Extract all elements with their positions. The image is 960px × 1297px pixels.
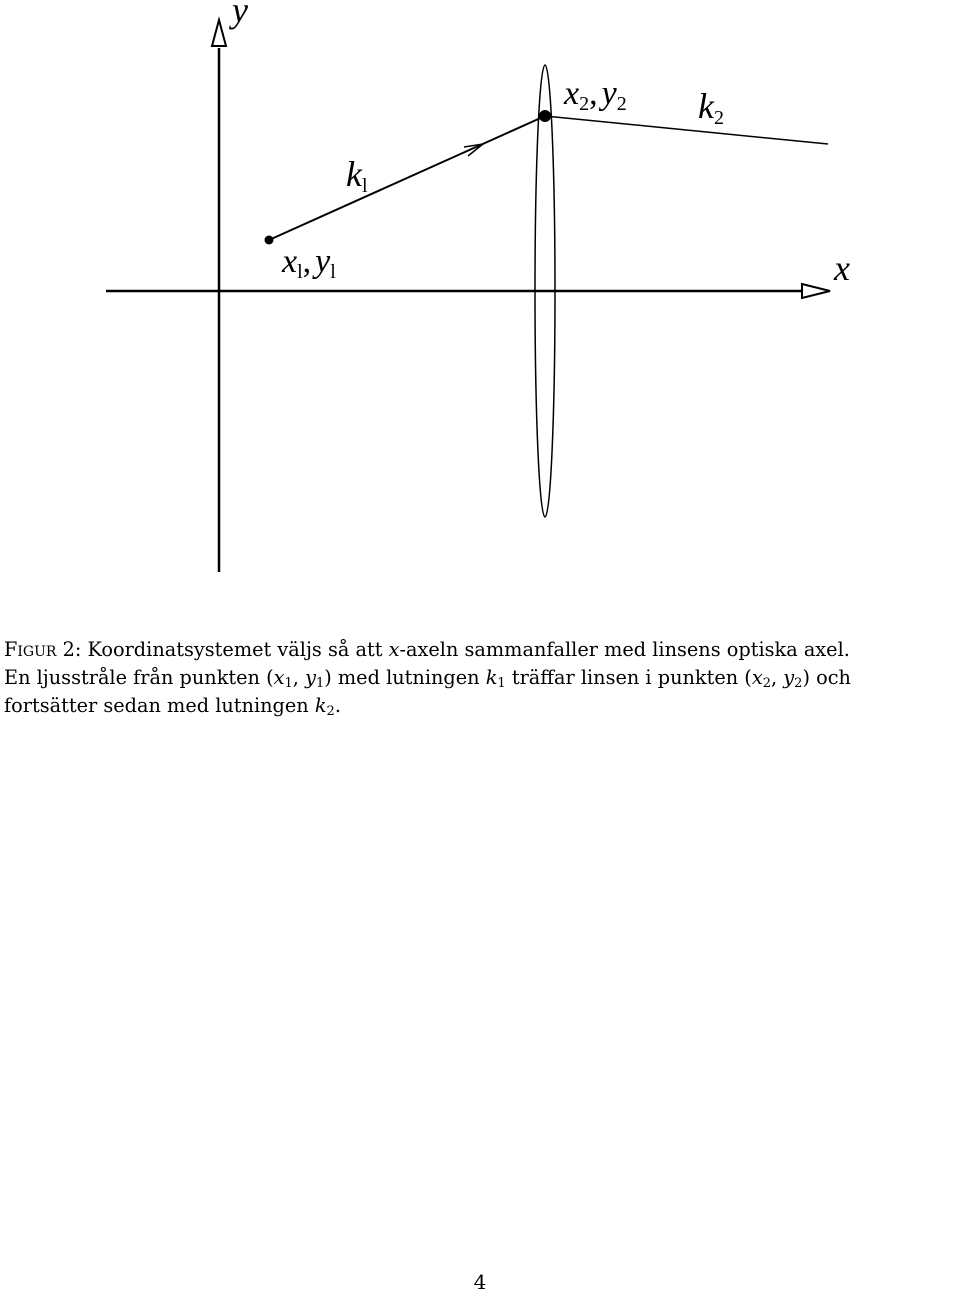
sub-2: 2 (794, 676, 803, 691)
caption-line-1 (4, 636, 960, 664)
comma: , (292, 666, 306, 689)
ray-direction-arrow (464, 144, 483, 156)
caption-text: ) med lutningen (324, 666, 480, 689)
start-point (265, 236, 274, 245)
sub-1: 1 (497, 676, 506, 691)
point1-label: xl, yl (282, 243, 336, 283)
sub-1: 1 (315, 676, 325, 691)
y-axis-arrowhead (212, 20, 226, 46)
caption-text: En ljusstråle från punkten ( (4, 666, 274, 689)
slope1-label: kl (346, 154, 368, 197)
sub-1: 1 (284, 676, 293, 691)
x-axis-label: x (834, 248, 850, 288)
caption-text: . (334, 694, 341, 717)
caption-line-3 (4, 692, 960, 720)
caption-text: träffar linsen i punkten ( (511, 666, 752, 689)
x-axis-arrowhead (802, 284, 830, 298)
page-number: 4 (473, 1270, 487, 1294)
caption-text: Koordinatsystemet väljs så att (87, 638, 383, 661)
var-k: k (485, 666, 498, 689)
figure-word: Figur (4, 638, 57, 661)
caption-text: ) och (802, 666, 851, 689)
var-x: x (751, 666, 763, 689)
incoming-ray (269, 116, 545, 240)
sub-2: 2 (762, 676, 771, 691)
y-axis-label: y (232, 0, 248, 30)
var-x: x (273, 666, 285, 689)
sub-2: 2 (326, 704, 335, 719)
lens-hit-point (539, 110, 551, 122)
caption-line-2 (4, 664, 960, 692)
comma: , (770, 666, 784, 689)
figure-caption (4, 636, 960, 720)
caption-text: -axeln sammanfaller med linsens optiska axel. (399, 638, 850, 661)
point2-label: x2, y2 (564, 75, 627, 115)
caption-text: fortsätter sedan med lutningen (4, 694, 309, 717)
outgoing-ray (545, 116, 828, 144)
lens-diagram (0, 0, 960, 580)
var-y: y (783, 666, 795, 689)
var-y: y (305, 666, 316, 689)
figure-number: 2: (62, 638, 82, 661)
caption-var-x: x (388, 638, 400, 661)
var-k: k (314, 694, 327, 717)
slope2-label: k2 (698, 86, 724, 129)
